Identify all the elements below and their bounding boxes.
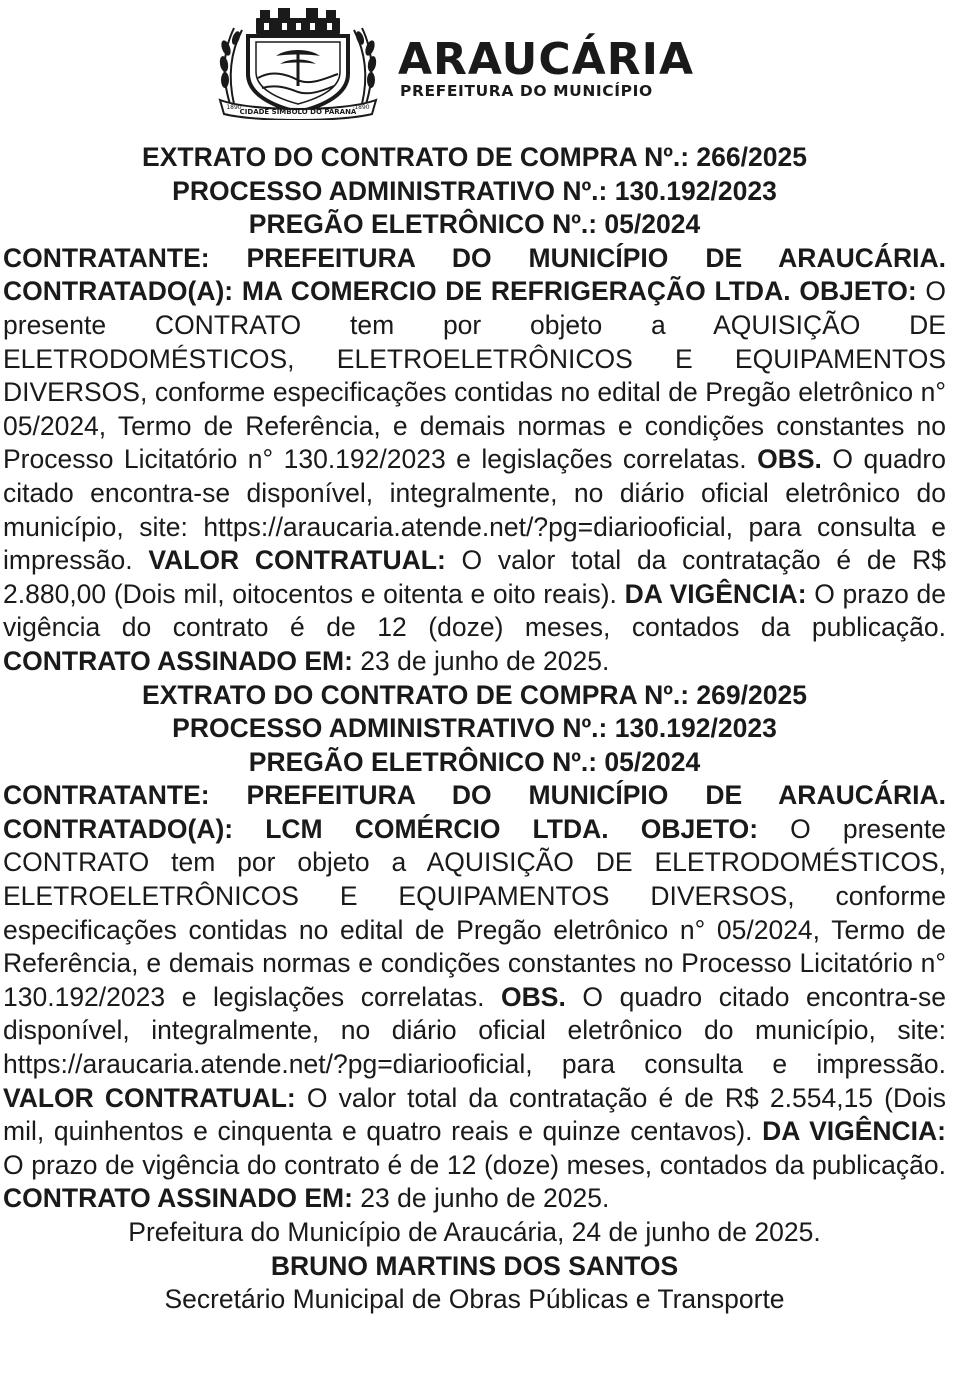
process-number: PROCESSO ADMINISTRATIVO Nº.: 130.192/2023 (172, 175, 777, 206)
seal-year-right: 1890 (354, 104, 370, 111)
contract-body-paragraph (3, 242, 946, 679)
contratante-label: CONTRATANTE: PREFEITURA DO MUNICÍPIO DE ARAUCÁRIA. (3, 780, 946, 811)
contratado-label: CONTRATADO(A): MA COMERCIO DE REFRIGERAÇÃO LTDA. (3, 276, 791, 307)
valor-label: VALOR CONTRATUAL: (148, 545, 446, 576)
pregao-number: PREGÃO ELETRÔNICO Nº.: 05/2024 (248, 746, 701, 777)
contract-extract-1 (3, 141, 946, 679)
document-body (3, 141, 946, 1317)
objeto-label: OBJETO: (799, 276, 917, 307)
valor-text: O valor total da contratação é de R$ 2.880,00 (Dois mil, oitocentos e oitenta e oito reais). (3, 545, 946, 609)
obs-label: OBS. (501, 981, 566, 1012)
signature-block (3, 1216, 946, 1317)
assinado-text: 23 de junho de 2025. (360, 1183, 610, 1214)
signer-title: Secretário Municipal de Obras Públicas e Transporte (164, 1284, 785, 1315)
assinado-label: CONTRATO ASSINADO EM: (3, 1183, 353, 1214)
contratante-label: CONTRATANTE: PREFEITURA DO MUNICÍPIO DE ARAUCÁRIA. (3, 242, 946, 273)
obs-text: O quadro citado encontra-se disponível, integralmente, no diário oficial eletrônico do município, site: https://araucaria.atende.net/?pg=diariooficial, para consulta e impressão. (3, 444, 946, 576)
contract-extract-2 (3, 679, 946, 1217)
vigencia-label: DA VIGÊNCIA: (624, 578, 807, 609)
process-number: PROCESSO ADMINISTRATIVO Nº.: 130.192/2023 (172, 713, 777, 744)
brand-block (398, 34, 695, 100)
contract-title: EXTRATO DO CONTRATO DE COMPRA Nº.: 266/2025 (142, 142, 807, 172)
brand-name: ARAUCÁRIA (398, 34, 695, 85)
objeto-text: O presente CONTRATO tem por objeto a AQUISIÇÃO DE ELETRODOMÉSTICOS, ELETROELETRÔNICOS E EQUIPAMENTOS DIVERSOS, conforme especificações contidas no edital de Pregão eletrônico n° 05/2024, Termo de Referência, e demais normas e condições constantes no Processo Licitatório n° 130.192/2023 e legislações correlatas. (3, 276, 947, 475)
vigencia-text: O prazo de vigência do contrato é de 12 (doze) meses, contados da publicação. (3, 1149, 946, 1180)
vigencia-label: DA VIGÊNCIA: (762, 1116, 946, 1147)
assinado-label: CONTRATO ASSINADO EM: (3, 645, 353, 676)
obs-label: OBS. (757, 444, 822, 475)
brand-subtitle: PREFEITURA DO MUNICÍPIO (400, 82, 653, 100)
contratado-label: CONTRATADO(A): LCM COMÉRCIO LTDA. (3, 813, 609, 844)
page-header (212, 8, 752, 120)
seal-year-left: 1890 (226, 104, 242, 111)
place-date: Prefeitura do Município de Araucária, 24 de junho de 2025. (128, 1217, 821, 1247)
assinado-text: 23 de junho de 2025. (360, 645, 610, 676)
valor-label: VALOR CONTRATUAL: (3, 1082, 296, 1113)
valor-text: O valor total da contratação é de R$ 2.554,15 (Dois mil, quinhentos e cinquenta e quatro reais e quinze centavos). (3, 1082, 946, 1147)
obs-text: O quadro citado encontra-se disponível, integralmente, no diário oficial eletrônico do município, site: https://araucaria.atende.net/?pg=diariooficial, para consulta e impressão. (3, 981, 946, 1080)
contract-title: EXTRATO DO CONTRATO DE COMPRA Nº.: 269/2025 (142, 679, 807, 710)
seal-ribbon-text: CIDADE SÍMBOLO DO PARANÁ (239, 108, 357, 116)
contract-body-paragraph (3, 779, 946, 1216)
vigencia-text: O prazo de vigência do contrato é de 12 (doze) meses, contados da publicação. (3, 578, 946, 643)
pregao-number: PREGÃO ELETRÔNICO Nº.: 05/2024 (248, 209, 701, 240)
signer-name: BRUNO MARTINS DOS SANTOS (270, 1250, 679, 1281)
objeto-label: OBJETO: (640, 813, 759, 844)
objeto-text: O presente CONTRATO tem por objeto a AQUISIÇÃO DE ELETRODOMÉSTICOS, ELETROELETRÔNICOS E EQUIPAMENTOS DIVERSOS, conforme especificações contidas no edital de Pregão eletrônico n° 05/2024, Termo de Referência, e demais normas e condições constantes no Processo Licitatório n° 130.192/2023 e legislações correlatas. (3, 813, 946, 1012)
municipal-seal (212, 8, 384, 120)
